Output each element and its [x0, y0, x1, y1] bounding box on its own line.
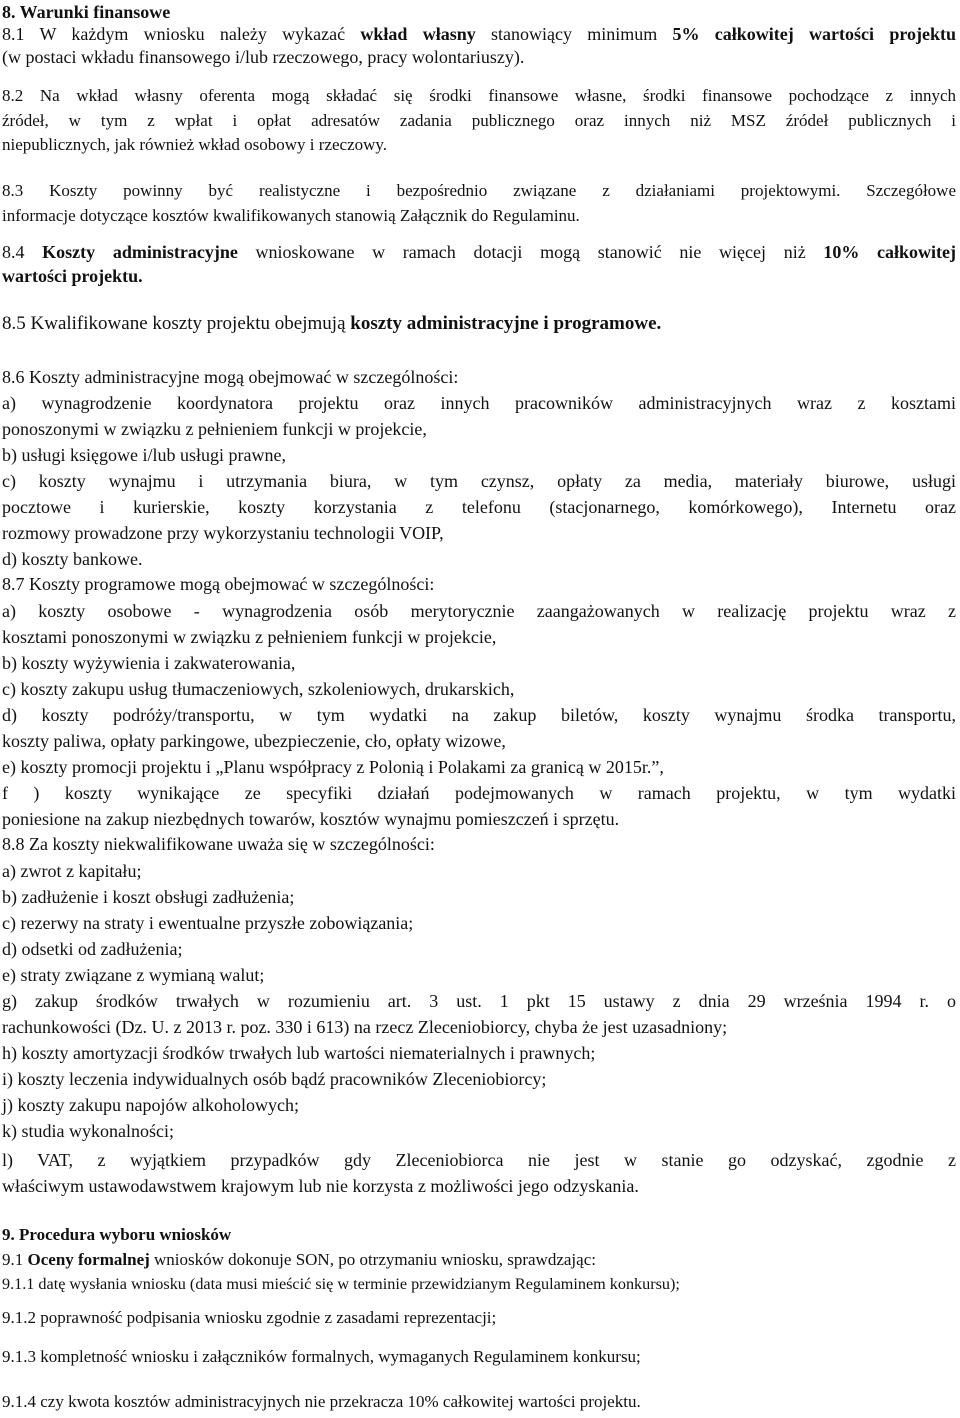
paragraph-8-7-line-1: 8.7 Koszty programowe mogą obejmować w szczególności:	[2, 574, 435, 594]
section-8-heading: 8. Warunki finansowe	[2, 2, 171, 22]
paragraph-8-8-line-4: c) rezerwy na straty i ewentualne przyszłe zobowiązania;	[2, 913, 414, 933]
paragraph-8-4-line-2: wartości projektu.	[2, 266, 143, 286]
paragraph-8-8-line-10: i) koszty leczenia indywidualnych osób bądź pracowników Zleceniobiorcy;	[2, 1069, 547, 1089]
paragraph-8-6-line-1: 8.6 Koszty administracyjne mogą obejmować w szczególności:	[2, 367, 459, 387]
paragraph-8-8-line-9: h) koszty amortyzacji środków trwałych lub wartości niematerialnych i prawnych;	[2, 1043, 596, 1063]
paragraph-8-7-line-8: e) koszty promocji projektu i „Planu współpracy z Polonią i Polakami za granicą w 2015r.”,	[2, 757, 664, 777]
paragraph-8-8-line-11: j) koszty zakupu napojów alkoholowych;	[2, 1095, 299, 1115]
paragraph-9-1-2: 9.1.2 poprawność podpisania wniosku zgodnie z zasadami reprezentacji;	[2, 1308, 497, 1327]
paragraph-9-1: 9.1 Oceny formalnej wniosków dokonuje SON, po otrzymaniu wniosku, sprawdzając:	[2, 1250, 596, 1269]
paragraph-8-8-line-7: g) zakup środków trwałych w rozumieniu art. 3 ust. 1 pkt 15 ustawy z dnia 29 września 1994 r. o	[2, 991, 956, 1011]
paragraph-8-3-line-2: informacje dotyczące kosztów kwalifikowanych stanowią Załącznik do Regulaminu.	[2, 206, 580, 225]
paragraph-8-1-line-2: (w postaci wkładu finansowego i/lub rzeczowego, pracy wolontariuszy).	[2, 47, 525, 67]
paragraph-8-7-line-5: c) koszty zakupu usług tłumaczeniowych, szkoleniowych, drukarskich,	[2, 679, 515, 699]
paragraph-8-6-line-5: c) koszty wynajmu i utrzymania biura, w tym czynsz, opłaty za media, materiały biurowe, usługi	[2, 471, 956, 491]
paragraph-8-8-line-3: b) zadłużenie i koszt obsługi zadłużenia;	[2, 887, 295, 907]
paragraph-8-6-line-6: pocztowe i kurierskie, koszty korzystania z telefonu (stacjonarnego, komórkowego), Internetu oraz	[2, 497, 956, 517]
paragraph-8-1-line-1: 8.1 W każdym wniosku należy wykazać wkład własny stanowiący minimum 5% całkowitej wartości projektu	[2, 24, 956, 44]
paragraph-8-8-line-13: l) VAT, z wyjątkiem przypadków gdy Zleceniobiorca nie jest w stanie go odzyskać, zgodnie z	[2, 1150, 956, 1170]
paragraph-8-8-line-6: e) straty związane z wymianą walut;	[2, 965, 265, 985]
paragraph-9-1-3: 9.1.3 kompletność wniosku i załączników formalnych, wymaganych Regulaminem konkursu;	[2, 1347, 641, 1366]
paragraph-8-8-line-1: 8.8 Za koszty niekwalifikowane uważa się w szczególności:	[2, 834, 435, 854]
paragraph-8-7-line-9: f ) koszty wynikające ze specyfiki działań podejmowanych w ramach projektu, w tym wydatki	[2, 783, 956, 803]
paragraph-8-3-line-1: 8.3 Koszty powinny być realistyczne i bezpośrednio związane z działaniami projektowymi. Szczegółowe	[2, 181, 956, 200]
paragraph-9-1-1: 9.1.1 datę wysłania wniosku (data musi mieścić się w terminie przewidzianym Regulaminem konkursu);	[2, 1275, 680, 1293]
paragraph-8-6-line-8: d) koszty bankowe.	[2, 549, 143, 569]
paragraph-8-2-line-2: źródeł, w tym z wpłat i opłat adresatów zadania publicznego oraz innych niż MSZ źródeł publicznych i	[2, 111, 956, 130]
paragraph-8-4-line-1: 8.4 Koszty administracyjne wnioskowane w ramach dotacji mogą stanowić nie więcej niż 10% całkowitej	[2, 242, 956, 262]
paragraph-9-1-4: 9.1.4 czy kwota kosztów administracyjnych nie przekracza 10% całkowitej wartości projektu.	[2, 1392, 641, 1411]
paragraph-8-7-line-6: d) koszty podróży/transportu, w tym wydatki na zakup biletów, koszty wynajmu środka transportu,	[2, 705, 956, 725]
paragraph-8-6-line-7: rozmowy prowadzone przy wykorzystaniu technologii VOIP,	[2, 523, 444, 543]
paragraph-8-6-line-3: ponoszonymi w związku z pełnieniem funkcji w projekcie,	[2, 419, 427, 439]
paragraph-8-7-line-10: poniesione na zakup niezbędnych towarów, kosztów wynajmu pomieszczeń i sprzętu.	[2, 809, 620, 829]
paragraph-8-7-line-2: a) koszty osobowe - wynagrodzenia osób merytorycznie zaangażowanych w realizację projektu wraz z	[2, 601, 956, 621]
paragraph-8-8-line-5: d) odsetki od zadłużenia;	[2, 939, 183, 959]
paragraph-8-7-line-7: koszty paliwa, opłaty parkingowe, ubezpieczenie, cło, opłaty wizowe,	[2, 731, 506, 751]
section-9-heading: 9. Procedura wyboru wniosków	[2, 1225, 232, 1244]
paragraph-8-6-line-4: b) usługi księgowe i/lub usługi prawne,	[2, 445, 286, 465]
paragraph-8-8-line-12: k) studia wykonalności;	[2, 1121, 174, 1141]
paragraph-8-8-line-8: rachunkowości (Dz. U. z 2013 r. poz. 330 i 613) na rzecz Zleceniobiorcy, chyba że jest uzasadniony;	[2, 1017, 728, 1037]
paragraph-8-7-line-4: b) koszty wyżywienia i zakwaterowania,	[2, 653, 296, 673]
paragraph-8-8-line-14: właściwym ustawodawstwem krajowym lub nie korzysta z możliwości jego odzyskania.	[2, 1176, 639, 1196]
paragraph-8-2-line-3: niepublicznych, jak również wkład osobowy i rzeczowy.	[2, 135, 388, 154]
paragraph-8-2-line-1: 8.2 Na wkład własny oferenta mogą składać się środki finansowe własne, środki finansowe pochodzące z innych	[2, 86, 956, 105]
paragraph-8-7-line-3: kosztami ponoszonymi w związku z pełnieniem funkcji w projekcie,	[2, 627, 497, 647]
paragraph-8-5: 8.5 Kwalifikowane koszty projektu obejmują koszty administracyjne i programowe.	[2, 313, 662, 334]
paragraph-8-8-line-2: a) zwrot z kapitału;	[2, 861, 142, 881]
paragraph-8-6-line-2: a) wynagrodzenie koordynatora projektu oraz innych pracowników administracyjnych wraz z kosztami	[2, 393, 956, 413]
